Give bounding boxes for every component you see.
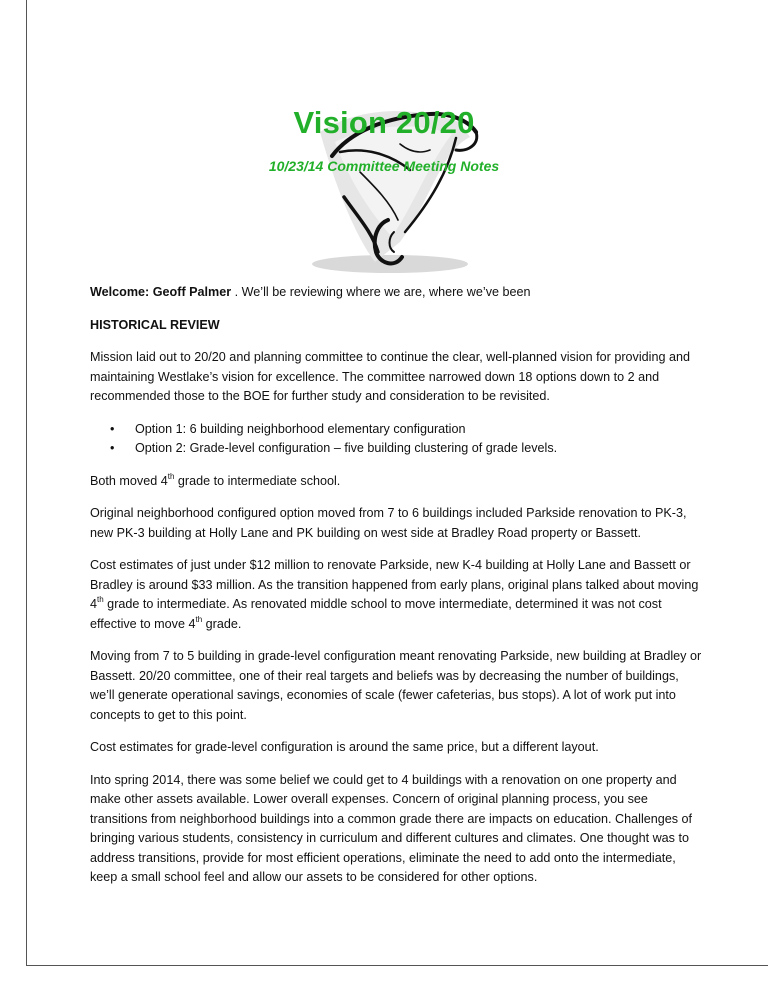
text-run: Cost estimates of just under $12 million to renovate Parkside, new K-4 building at Holly Lane and Bassett or Bradley is around $33 million. As the transition happened from early plans, original plans talked about moving 4 bbox=[90, 558, 699, 611]
paragraph-grade-level-configuration: Moving from 7 to 5 building in grade-level configuration meant renovating Parkside, new building at Bradley or Bassett. 20/20 committee, one of their real targets and beliefs was by decreasing the number of buildings, we’ll generate operational savings, economies of scale (fewer cafeterias, bus stops). A lot of work put into concepts to get to this point. bbox=[90, 649, 702, 722]
paragraph-neighborhood-option: Original neighborhood configured option moved from 7 to 6 buildings included Parkside renovation to PK-3, new PK-3 building at Holly Lane and PK building on west side at Bradley Road property or Bassett. bbox=[90, 506, 687, 540]
text-run: grade. bbox=[202, 616, 242, 631]
text-run: Both moved 4 bbox=[90, 473, 168, 488]
bullet-icon: • bbox=[110, 441, 115, 455]
document-title: Vision 20/20 bbox=[293, 105, 475, 140]
superscript: th bbox=[195, 614, 203, 624]
list-item bbox=[90, 420, 702, 440]
paragraph-cost-grade-level: Cost estimates for grade-level configuration is around the same price, but a different layout. bbox=[90, 740, 599, 754]
superscript: th bbox=[167, 471, 175, 481]
section-heading-historical-review: HISTORICAL REVIEW bbox=[90, 317, 220, 332]
text-run: grade to intermediate. As renovated middle school to move intermediate, determined it was not cost effective to move 4 bbox=[90, 597, 662, 631]
paragraph-mission: Mission laid out to 20/20 and planning committee to continue the clear, well-planned vision for providing and maintaining Westlake’s vision for excellence. The committee narrowed down 18 options down to 2 and recommended those to the BOE for further study and consideration to be revisited. bbox=[90, 350, 690, 403]
list-item-text: Option 2: Grade-level configuration – five building clustering of grade levels. bbox=[135, 441, 558, 455]
list-item bbox=[90, 439, 702, 459]
paragraph-cost-estimates bbox=[90, 556, 702, 634]
document-header bbox=[0, 70, 768, 255]
welcome-line bbox=[90, 283, 702, 303]
bullet-icon: • bbox=[110, 421, 115, 436]
options-list bbox=[90, 420, 702, 459]
document-subtitle: 10/23/14 Committee Meeting Notes bbox=[268, 158, 500, 174]
superscript: th bbox=[97, 595, 104, 604]
list-item-text: Option 1: 6 building neighborhood elementary configuration bbox=[135, 421, 466, 436]
welcome-label: Welcome: Geoff Palmer bbox=[90, 285, 232, 299]
paragraph-spring-2014: Into spring 2014, there was some belief we could get to 4 buildings with a renovation on one property and make other assets available. Lower overall expenses. Concern of original planning process, you see transitions from neighborhood buildings into a common grade there are impacts on education. Challenges of bringing various students, consistency in curriculum and different cultures and climates. One thought was to address transitions, provide for most efficient operations, eliminate the need to add onto the intermediate, keep a small school feel and allow our assets to be considered for other options. bbox=[90, 772, 693, 884]
welcome-text: . We’ll be reviewing where we are, where we’ve been bbox=[231, 285, 531, 299]
document-body bbox=[90, 283, 702, 901]
text-run: grade to intermediate school. bbox=[174, 473, 341, 488]
paragraph-4th-grade bbox=[90, 472, 702, 492]
